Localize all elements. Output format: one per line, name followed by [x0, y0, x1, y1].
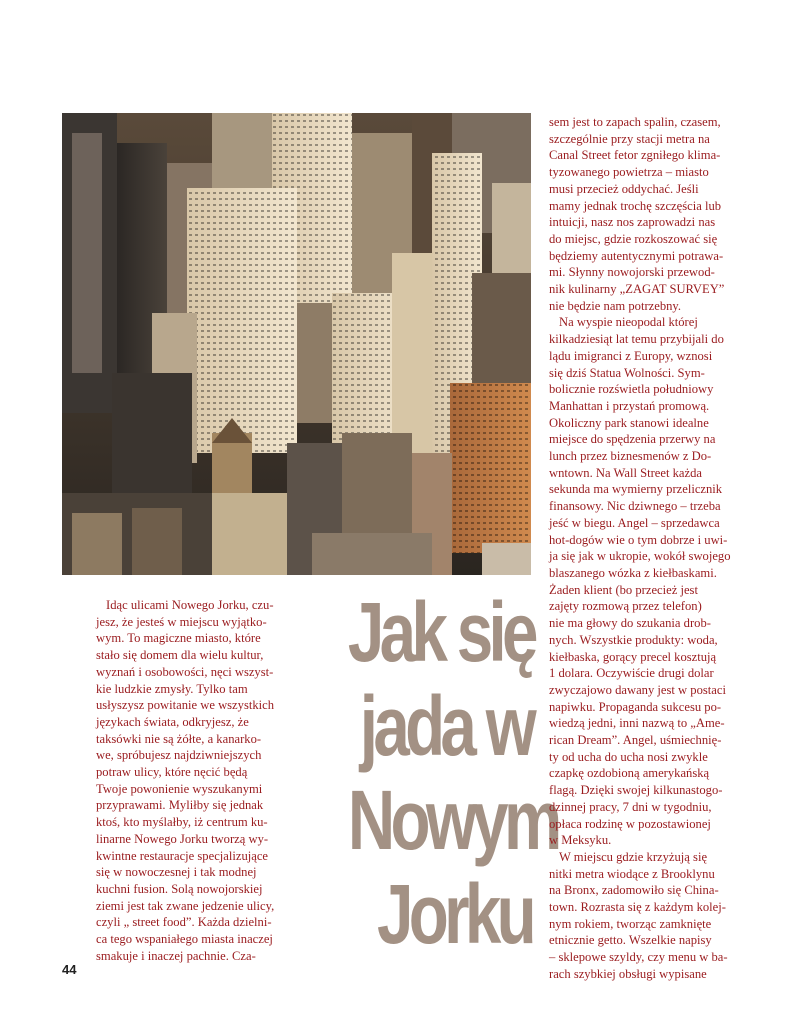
- text-line: Canal Street fetor zgniłego klima-: [549, 148, 721, 163]
- text-line: sem jest to zapach spalin, czasem,: [549, 115, 721, 129]
- left-text-column: [96, 597, 290, 964]
- text-line: Twoje powonienie wyszukanymi: [96, 781, 263, 796]
- text-line: ja się jak w ukropie, wokół swojego: [549, 549, 731, 564]
- text-line: czapkę ozdobioną amerykańską: [549, 766, 710, 781]
- text-line: jeść w biegu. Angel – sprzedawca: [549, 515, 720, 530]
- text-line: napiwku. Propaganda sukcesu po-: [549, 699, 722, 714]
- text-line: nie będzie nam potrzebny.: [549, 298, 682, 313]
- text-line: we, spróbujesz najdziwniejszych: [96, 748, 262, 763]
- text-line: jesz, że jesteś w miejscu wyjątko-: [96, 614, 267, 629]
- text-line: lądu imigranci z Europy, wznosi: [549, 348, 713, 363]
- text-line: smakuje i inaczej pachnie. Cza-: [96, 948, 256, 963]
- text-line: się w nowoczesnej i tak modnej: [96, 865, 257, 880]
- text-line: linarne Nowego Jorku tworzą wy-: [96, 831, 269, 846]
- text-line: stało się domem dla wielu kultur,: [96, 648, 264, 663]
- text-line: Żaden klient (bo przecież jest: [549, 582, 698, 597]
- text-line: wyznań i osobowości, nęci wszyst-: [96, 664, 274, 679]
- title-line: Nowym: [347, 773, 558, 867]
- text-line: nik kulinarny „ZAGAT SURVEY”: [549, 282, 725, 297]
- text-line: dzinnej pracy, 7 dni w tygodniu,: [549, 799, 712, 814]
- text-line: nie ma głowy do szukania drob-: [549, 616, 711, 631]
- text-line: językach świata, odkryjesz, że: [96, 714, 249, 729]
- text-line: taksówki nie są żółte, a kanarko-: [96, 731, 262, 746]
- text-line: Manhattan i przystań promową.: [549, 398, 710, 413]
- text-line: w Meksyku.: [549, 833, 612, 848]
- text-line: opłaca rodzinę w pozostawionej: [549, 816, 711, 831]
- page-number: 44: [62, 962, 77, 977]
- text-line: mi. Słynny nowojorski przewod-: [549, 265, 715, 280]
- text-line: kiełbaska, gorący precel kosztują: [549, 649, 717, 664]
- title-line: Jorku: [376, 867, 532, 961]
- text-line: czyli „ street food”. Każda dzielni-: [96, 915, 272, 930]
- text-line: rach szybkiej obsługi wypisane: [549, 966, 707, 981]
- title-line: Jak się: [347, 585, 534, 679]
- text-line: flagą. Dzięki swojej kilkunastogo-: [549, 783, 723, 798]
- text-line: zwyczajowo dawany jest w postaci: [549, 682, 726, 697]
- text-line: nych. Wszystkie produkty: woda,: [549, 632, 718, 647]
- text-line: wntown. Na Wall Street każda: [549, 465, 702, 480]
- text-line: etnicznie getto. Wszelkie napisy: [549, 933, 712, 948]
- text-line: sekunda ma wymierny przelicznik: [549, 482, 723, 497]
- text-line: do miejsc, gdzie rozkoszować się: [549, 231, 718, 246]
- text-line: nym rokiem, tworząc zamknięte: [549, 916, 712, 931]
- text-line: bolicznie rozświetla południowy: [549, 382, 714, 397]
- title-line: jada w: [359, 679, 532, 773]
- text-line: ty od ucha do ucha nosi zwykle: [549, 749, 708, 764]
- text-line: Okoliczny park stanowi idealne: [549, 415, 709, 430]
- text-line: rican Dream”. Angel, uśmiechnię-: [549, 733, 722, 748]
- text-line: będziemy autentycznymi potrawa-: [549, 248, 724, 263]
- text-line: kie ludzkie zmysły. Tylko tam: [96, 681, 248, 696]
- text-line: nitki metra wiodące z Brooklynu: [549, 866, 715, 881]
- text-line: kwintne restauracje specjalizujące: [96, 848, 269, 863]
- text-line: Na wyspie nieopodal której: [559, 315, 698, 330]
- text-line: hot-dogów wie o tym dobrze i uwi-: [549, 532, 728, 547]
- text-line: ziemi jest tak zwane jedzenie ulicy,: [96, 898, 275, 913]
- text-line: blaszanego wózka z kiełbaskami.: [549, 565, 717, 580]
- text-line: na Bronx, zadomowiło się China-: [549, 883, 719, 898]
- text-line: ca tego wspaniałego miasta inaczej: [96, 932, 273, 947]
- text-line: – sklepowe szyldy, czy menu w ba-: [549, 950, 728, 965]
- text-line: ktoś, kto myślałby, iż centrum ku-: [96, 815, 268, 830]
- text-line: mamy jednak trochę szczęścia lub: [549, 198, 722, 213]
- text-line: miejsce do spędzenia przerwy na: [549, 432, 716, 447]
- article-title: [347, 585, 558, 961]
- text-line: wym. To magiczne miasto, które: [96, 631, 261, 646]
- text-line: przyprawami. Myliłby się jednak: [96, 798, 264, 813]
- text-line: finansowy. Nic dziwnego – trzeba: [549, 499, 721, 514]
- text-line: usłyszysz powitanie we wszystkich: [96, 698, 275, 713]
- text-line: W miejscu gdzie krzyżują się: [559, 849, 708, 864]
- text-line: kuchni fusion. Solą nowojorskiej: [96, 881, 263, 896]
- right-text-column: [549, 114, 743, 983]
- text-line: zajęty rozmową przez telefon): [549, 599, 702, 614]
- text-line: town. Rozrasta się z każdym kolej-: [549, 900, 726, 915]
- text-line: intuicji, nasz nos zaprowadzi nas: [549, 215, 716, 230]
- text-line: się dziś Statua Wolności. Sym-: [549, 365, 705, 380]
- text-line: musi przecież oddychać. Jeśli: [549, 181, 699, 196]
- text-line: 1 dolara. Oczywiście drugi dolar: [549, 666, 714, 681]
- manhattan-aerial-photo: [62, 113, 531, 575]
- text-line: lunch przez biznesmenów z Do-: [549, 449, 712, 464]
- text-line: kilkadziesiąt lat temu przybijali do: [549, 332, 724, 347]
- text-line: szczególnie przy stacji metra na: [549, 131, 710, 146]
- text-line: potraw ulicy, które nęcić będą: [96, 765, 248, 780]
- text-line: wiedzą jedni, inni nazwą to „Ame-: [549, 716, 725, 731]
- text-line: tyzowanego powietrza – miasto: [549, 165, 709, 180]
- text-line: Idąc ulicami Nowego Jorku, czu-: [106, 598, 274, 612]
